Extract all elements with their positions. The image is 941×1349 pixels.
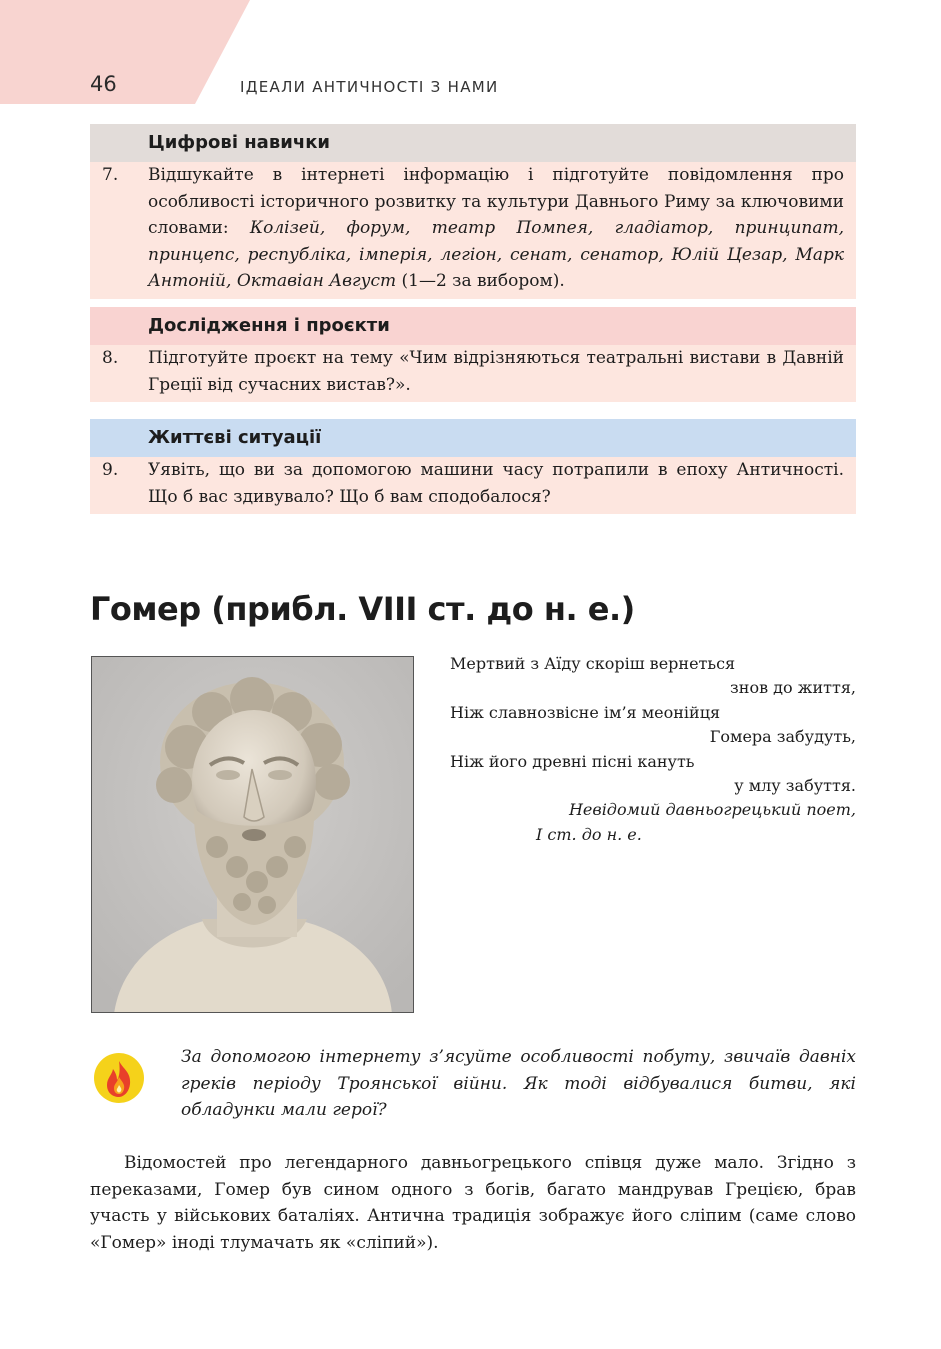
- task-text-plain: Відшукайте в інтернеті інформацію і підготуйте повідомлення про особливості історичного розвитку та культури Давнього Риму за ключовими словами:: [148, 165, 844, 238]
- corner-decoration: [0, 0, 250, 104]
- epigraph-period: І ст. до н. е.: [536, 824, 642, 844]
- task-keywords: Колізей, форум, театр Помпея, гладіатор, принципат, принцепс, республіка, імперія, легіон, сенат, сенатор, Юлій Цезар, Марк Антоній, Октавіан Август: [148, 218, 844, 291]
- task-text: [148, 162, 844, 295]
- task-text-tail: (1—2 за вибором).: [396, 271, 565, 291]
- running-title: ІДЕАЛИ АНТИЧНОСТІ З НАМИ: [240, 78, 499, 96]
- task-header-digital: Цифрові навички: [90, 124, 856, 162]
- task-life-situations: [90, 419, 856, 514]
- epigraph-line: Мертвий з Аїду скоріш вернеться: [450, 654, 736, 673]
- page-number: 46: [90, 72, 117, 96]
- epigraph-author: Невідомий давньогрецький поет,: [568, 800, 856, 820]
- task-research: [90, 307, 856, 402]
- task-text: Підготуйте проєкт на тему «Чим відрізняються театральні вистави в Давній Греції від сучасних вистав?».: [148, 348, 844, 395]
- task-header-research: Дослідження і проєкти: [90, 307, 856, 345]
- epigraph-line: знов до життя,: [730, 678, 856, 698]
- task-number: 7.: [102, 165, 119, 185]
- task-body: [90, 345, 856, 402]
- epigraph-line: Ніж славнозвісне ім’я меонійця: [450, 702, 721, 722]
- task-number: 8.: [102, 348, 119, 368]
- task-number: 9.: [102, 460, 119, 480]
- epigraph-line: Гомера забудуть,: [709, 727, 856, 747]
- task-header-life: Життєві ситуації: [90, 419, 856, 457]
- body-paragraph: Відомостей про легендарного давньогрецького співця дуже мало. Згідно з переказами, Гомер був сином одного з богів, багато мандрував Грецією, брав участь у військових баталіях. Антична традиція зображує його сліпим (саме слово «Гомер» іноді тлумачать як «сліпий»).: [90, 1153, 856, 1253]
- task-body: [90, 162, 856, 299]
- fire-task-text: За допомогою інтернету з’ясуйте особливості побуту, звичаїв давніх греків періоду Троянської війни. Як тоді відбувалися битви, які обладунки мали герої?: [181, 1047, 856, 1120]
- homer-bust-image: [91, 656, 414, 1013]
- epigraph-line: у млу забуття.: [734, 776, 856, 796]
- task-text: Уявіть, що ви за допомогою машини часу потрапили в епоху Античності. Що б вас здивувало? Що б вам сподобалося?: [148, 460, 844, 507]
- task-body: [90, 457, 856, 514]
- task-digital-skills: [90, 124, 856, 299]
- fire-icon: [93, 1052, 145, 1104]
- epigraph-line: Ніж його древні пісні кануть: [450, 751, 695, 771]
- section-title: Гомер (прибл. VIII ст. до н. е.): [90, 590, 635, 628]
- epigraph: [450, 652, 856, 847]
